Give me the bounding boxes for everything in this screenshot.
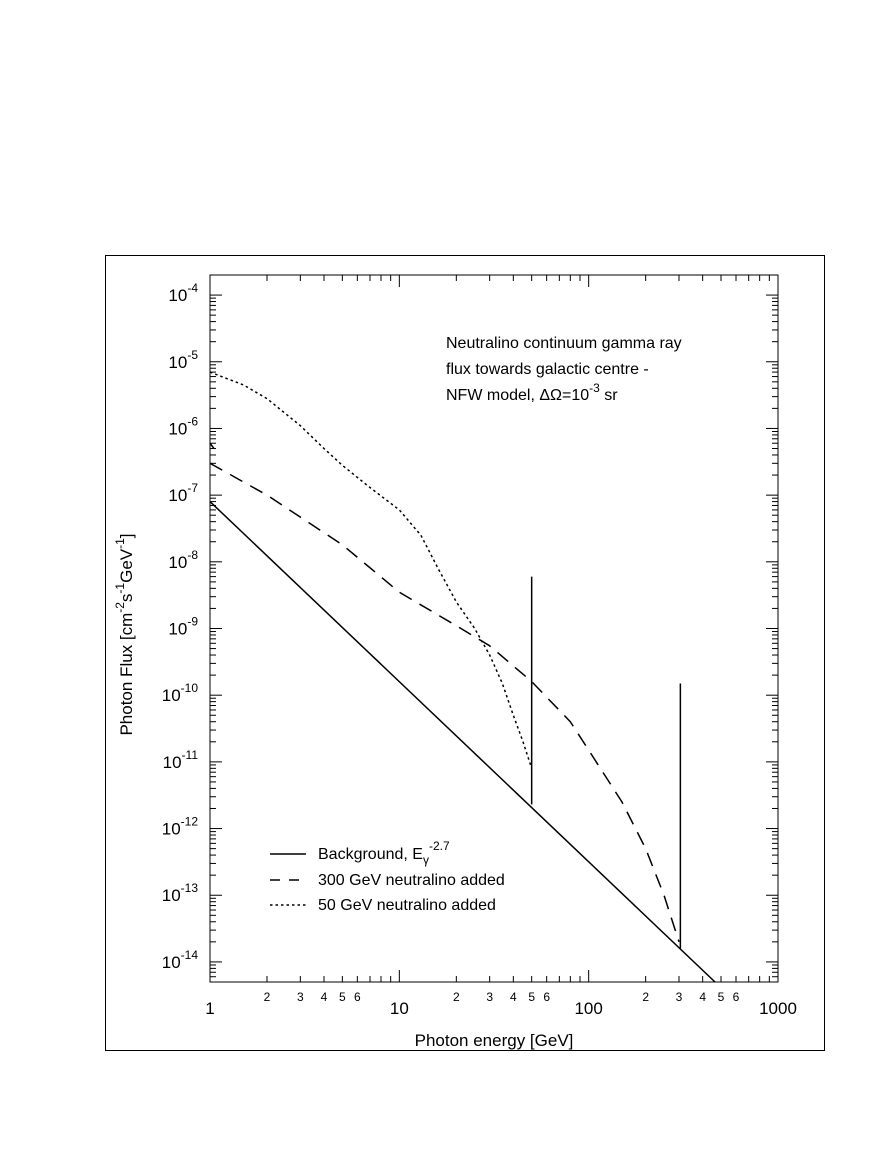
legend-label [318,897,496,914]
x-tick-label: 10 [389,999,409,1018]
y-axis-title-part: s [117,593,136,603]
y-tick-exponent: -5 [187,347,198,362]
y-axis-title-part: GeV [117,548,136,583]
annotation-line [446,361,649,378]
y-axis-title [113,533,136,735]
x-minor-tick-label: 5 [338,990,346,1004]
y-tick-label [162,681,199,705]
annotation-line [446,335,682,352]
series-group [210,372,715,982]
y-tick-exponent: -9 [187,614,198,629]
x-tick-label: 1 [205,999,215,1018]
legend-text: 50 GeV neutralino added [318,897,496,914]
y-tick-label [168,615,198,639]
legend-text: Background, E [318,846,423,863]
y-tick-base: 10 [168,486,188,506]
x-minor-tick-label: 3 [486,990,494,1004]
y-tick-exponent: -11 [181,747,198,762]
y-axis-title-exponent: -1 [113,538,127,549]
y-tick-label [168,414,198,438]
y-tick-exponent: -14 [180,947,198,962]
x-minor-tick-label: 4 [699,990,707,1004]
series-line-dotted [210,372,532,768]
y-tick-label [163,748,199,772]
y-tick-exponent: -7 [187,481,198,496]
y-tick-base: 10 [168,419,188,439]
y-axis-title-part: Photon Flux [cm [117,612,136,736]
x-minor-tick-label: 6 [353,990,361,1004]
x-axis-title: Photon energy [GeV] [414,1031,574,1050]
annotation-text: NFW model, ΔΩ=10 [446,387,590,404]
x-minor-tick-label: 4 [509,990,517,1004]
annotation-line [446,381,618,404]
y-tick-label [162,881,199,905]
y-tick-exponent: -4 [187,281,198,296]
annotation-text: sr [599,387,618,404]
y-tick-base: 10 [161,819,181,839]
y-tick-base: 10 [168,352,188,372]
y-tick-label [168,481,198,505]
legend-subscript: γ [422,853,429,867]
y-tick-base: 10 [168,552,188,572]
legend-text: 300 GeV neutralino added [318,872,505,889]
y-tick-label [162,815,199,839]
x-minor-tick-label: 6 [732,990,740,1004]
y-tick-label [168,281,198,305]
x-minor-tick-label: 2 [452,990,460,1004]
series-line-dashed [210,463,679,942]
x-minor-tick-label: 5 [528,990,536,1004]
y-tick-exponent: -12 [180,814,198,829]
y-axis-title-part: ] [117,533,136,539]
x-tick-label: 1000 [759,999,797,1018]
y-tick-label [168,348,198,372]
y-tick-base: 10 [168,286,188,306]
x-minor-tick-label: 4 [320,990,328,1004]
x-minor-tick-label: 2 [642,990,650,1004]
x-minor-tick-label: 2 [263,990,271,1004]
y-tick-label [162,948,199,972]
x-tick-label: 100 [574,999,603,1018]
y-tick-base: 10 [168,619,188,639]
annotation-text: flux towards galactic centre - [446,361,649,378]
y-tick-base: 10 [161,952,181,972]
y-tick-base: 10 [162,752,182,772]
legend-label [318,872,505,889]
legend-label [318,839,450,867]
y-tick-base: 10 [161,886,181,906]
y-tick-base: 10 [161,686,181,706]
y-tick-exponent: -10 [180,681,198,696]
series-line-dashed [210,443,214,448]
y-tick-exponent: -6 [187,414,198,429]
y-tick-exponent: -8 [187,547,198,562]
y-tick-exponent: -13 [180,881,198,896]
x-minor-tick-label: 5 [717,990,725,1004]
y-axis-title-exponent: -1 [113,582,127,594]
y-tick-label [168,548,198,572]
legend-superscript: -2.7 [428,839,450,853]
x-minor-tick-label: 3 [296,990,304,1004]
x-minor-tick-label: 3 [675,990,683,1004]
x-minor-tick-label: 6 [543,990,551,1004]
y-axis-title-exponent: -2 [113,602,127,613]
annotation-exponent: -3 [589,381,600,395]
annotation-text: Neutralino continuum gamma ray [446,335,682,352]
